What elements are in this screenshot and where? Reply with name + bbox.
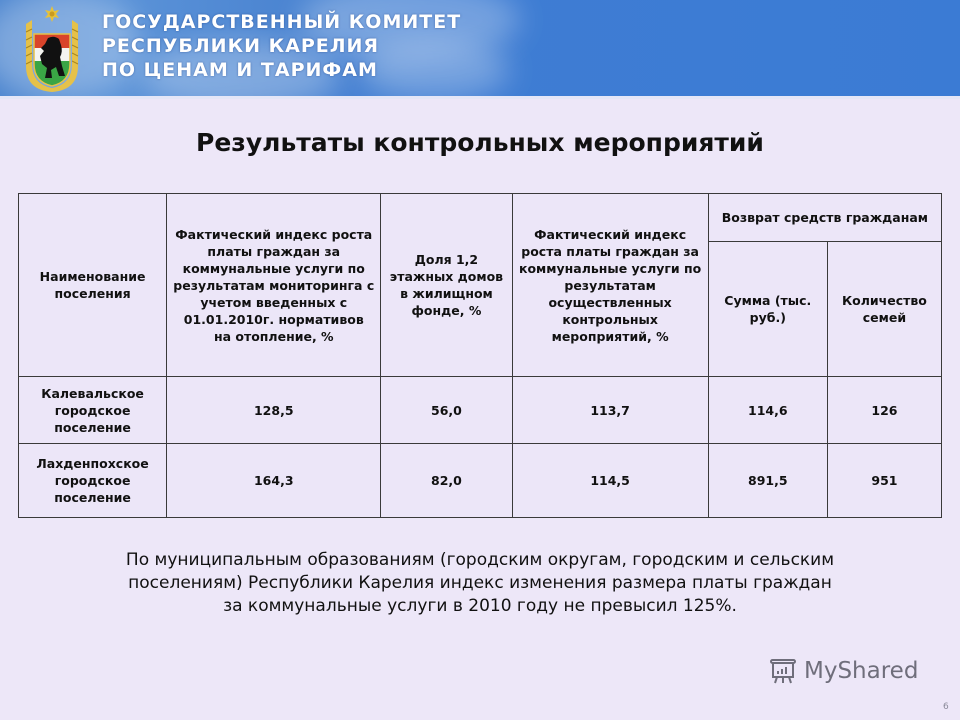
slide-title: Результаты контрольных мероприятий [196,128,764,157]
karelia-coat-of-arms-icon [18,4,86,92]
presentation-board-icon [768,656,798,686]
footnote-line-2: поселениям) Республики Карелия индекс изменения размера платы граждан [128,573,832,593]
page-number: 6 [943,702,949,712]
header-refund-sum: Сумма (тыс. руб.) [708,242,827,377]
header-refund-families: Количество семей [827,242,941,377]
org-title-line-2: РЕСПУБЛИКИ КАРЕЛИЯ [102,35,380,57]
table-header-row [19,194,942,242]
header-index-control: Фактический индекс роста платы граждан за коммунальные услуги по результатам осуществленных контрольных мероприятий, % [512,194,708,377]
footnote-line-1: По муниципальным образованиям (городским округам, городским и сельским [125,550,835,570]
org-title-line-1: ГОСУДАРСТВЕННЫЙ КОМИТЕТ [102,11,462,33]
cell-settlement-name: Калевальское городское поселение [19,377,167,444]
header-banner [0,0,960,96]
cell-share-low-rise: 82,0 [381,444,512,518]
header-share-low-rise: Доля 1,2 этажных домов в жилищном фонде, % [381,194,512,377]
cell-index-monitoring: 128,5 [167,377,381,444]
cell-refund-families: 951 [827,444,941,518]
cell-refund-families: 126 [827,377,941,444]
table-row [19,444,942,518]
header-refund-group: Возврат средств гражданам [708,194,941,242]
organization-title [102,10,461,82]
cell-share-low-rise: 56,0 [381,377,512,444]
footnote-text [60,549,900,618]
header-index-monitoring: Фактический индекс роста платы граждан за коммунальные услуги по результатам мониторинга с учетом введенных с 01.01.2010г. нормативов на отопление, % [167,194,381,377]
cell-settlement-name: Лахденпохское городское поселение [19,444,167,518]
myshared-watermark [768,656,918,686]
cell-index-control: 114,5 [512,444,708,518]
watermark-text: MyShared [804,658,919,684]
header-settlement-name: Наименование поселения [19,194,167,377]
org-title-line-3: ПО ЦЕНАМ И ТАРИФАМ [102,59,378,81]
cell-index-control: 113,7 [512,377,708,444]
header-divider [0,96,960,99]
table-row [19,377,942,444]
cell-refund-sum: 891,5 [708,444,827,518]
cell-index-monitoring: 164,3 [167,444,381,518]
results-table [18,193,942,518]
footnote-line-3: за коммунальные услуги в 2010 году не превысил 125%. [223,596,737,616]
cell-refund-sum: 114,6 [708,377,827,444]
